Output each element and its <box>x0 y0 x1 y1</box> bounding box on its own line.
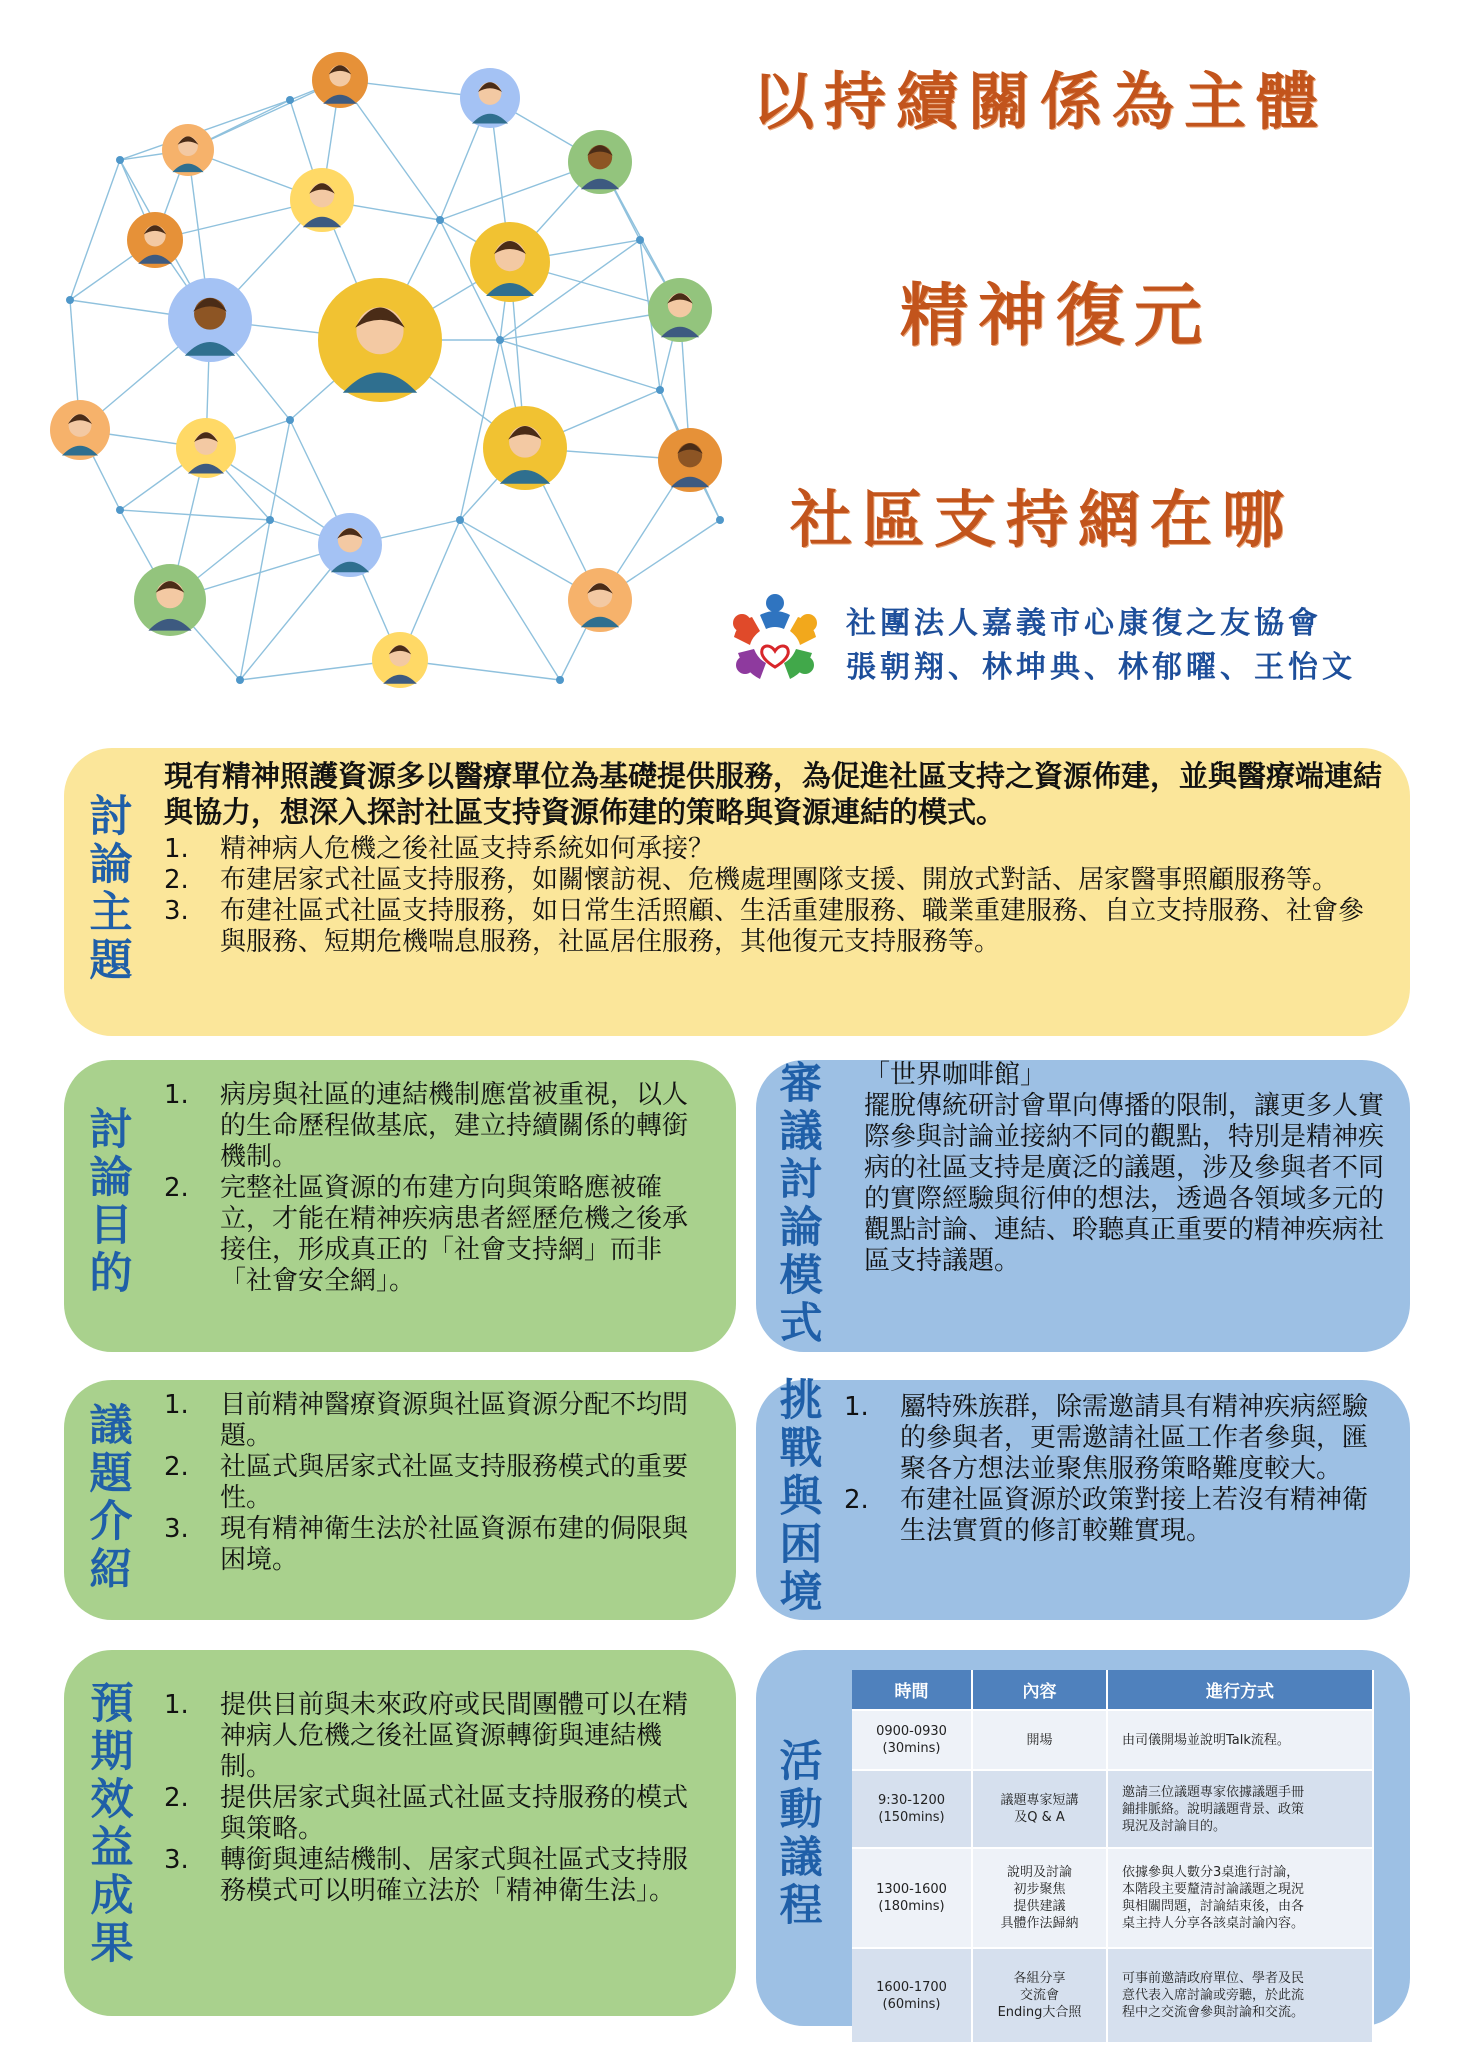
title-line-2: 精神復元 <box>900 276 1213 356</box>
outcomes-list <box>164 1690 710 1907</box>
network-node-icon <box>436 216 444 224</box>
list-item <box>164 1845 710 1907</box>
list-item-number: 2. <box>164 1173 189 1203</box>
agenda-cell-content <box>972 1710 1107 1770</box>
agenda-cell-line: 與相關問題，討論結束後，由各 <box>1122 1899 1305 1914</box>
list-item <box>844 1485 1380 1547</box>
network-node-icon <box>116 156 124 164</box>
network-node-icon <box>266 516 274 524</box>
agenda-row <box>852 1710 1373 1770</box>
label-char: 題 <box>89 1449 133 1499</box>
agenda-cell-line: 程中之交流會參與討論和交流。 <box>1122 2005 1305 2020</box>
agenda-cell-time <box>852 1948 972 2042</box>
agenda-cell-line: 邀請三位議題專家依據議題手冊 <box>1122 1784 1305 1800</box>
agenda-header-row <box>852 1670 1373 1710</box>
list-item-text: 社區式與居家式社區支持服務模式的重要性。 <box>220 1452 689 1513</box>
person-avatar-icon <box>470 222 550 302</box>
list-item-number: 1. <box>844 1392 869 1422</box>
person-avatar-icon <box>568 568 632 632</box>
list-item <box>164 865 1384 896</box>
person-avatar-icon <box>318 278 442 402</box>
label-char: 議 <box>89 1401 133 1451</box>
list-item <box>164 834 1384 865</box>
topic-label <box>86 793 136 985</box>
person-avatar-icon <box>568 130 632 194</box>
list-item <box>164 1690 710 1783</box>
person-avatar-icon <box>162 124 214 176</box>
agenda-label <box>776 1738 826 1930</box>
list-item <box>164 1514 710 1576</box>
topic-content <box>164 758 1384 958</box>
agenda-cell-line: 具體作法歸納 <box>1000 1916 1079 1931</box>
label-char: 動 <box>779 1785 823 1835</box>
label-char: 式 <box>779 1299 823 1349</box>
network-node-icon <box>286 416 294 424</box>
label-char: 挑 <box>779 1376 823 1426</box>
agenda-cell-line: 1600-1700 <box>876 1979 947 1995</box>
agenda-cell-line: Ending大合照 <box>997 2005 1082 2020</box>
person-avatar-icon <box>312 52 368 108</box>
person-avatar-icon <box>168 278 252 362</box>
label-char: 討 <box>89 792 133 842</box>
list-item-number: 1. <box>164 1690 189 1720</box>
agenda-cell-line: 各組分享 <box>1013 1971 1066 1986</box>
agenda-header-time: 時間 <box>852 1670 972 1710</box>
label-char: 程 <box>779 1881 823 1931</box>
agenda-cell-line: 初步聚焦 <box>1013 1882 1066 1897</box>
agenda-cell-line: 鋪排脈絡。說明議題背景、政策 <box>1122 1801 1305 1817</box>
label-char: 紹 <box>89 1545 133 1595</box>
network-node-icon <box>716 516 724 524</box>
title-line-3: 社區支持網在哪 <box>790 483 1295 556</box>
mode-label <box>776 1060 826 1348</box>
agenda-cell-line: 本階段主要釐清討論議題之現況 <box>1122 1882 1305 1897</box>
network-node-icon <box>556 676 564 684</box>
label-char: 活 <box>779 1737 823 1787</box>
label-char: 討 <box>779 1155 823 1205</box>
agenda-cell-content <box>972 1948 1107 2042</box>
challenges-content <box>844 1392 1380 1547</box>
topic-intro: 現有精神照護資源多以醫療單位為基礎提供服務，為促進社區支持之資源佈建，並與醫療端連結與協力，想深入探討社區支持資源佈建的策略與資源連結的模式。 <box>164 759 1383 829</box>
people-network-illustration <box>40 40 740 720</box>
issues-content <box>164 1390 710 1576</box>
mode-name: 「世界咖啡館」 <box>864 1060 1047 1090</box>
agenda-cell-line: 9:30-1200 <box>878 1793 945 1808</box>
agenda-cell-time <box>852 1770 972 1848</box>
agenda-row <box>852 1848 1373 1948</box>
network-node-icon <box>286 96 294 104</box>
agenda-body <box>852 1710 1373 2042</box>
agenda-cell-line: 交流會 <box>1019 1988 1059 2003</box>
list-item-number: 3. <box>164 1845 189 1875</box>
network-node-icon <box>116 506 124 514</box>
list-item <box>164 1080 710 1173</box>
label-char: 主 <box>89 888 133 938</box>
label-char: 果 <box>90 1919 134 1969</box>
topic-list <box>164 834 1384 958</box>
list-item-text: 轉銜與連結機制、居家式與社區式支持服務模式可以明確立法於「精神衛生法」。 <box>220 1845 689 1906</box>
list-item <box>164 1173 710 1297</box>
person-avatar-icon <box>372 632 428 688</box>
label-char: 討 <box>89 1105 133 1155</box>
label-char: 論 <box>779 1203 823 1253</box>
agenda-cell-line: 可事前邀請政府單位、學者及民 <box>1122 1971 1305 1986</box>
person-avatar-icon <box>134 564 206 636</box>
agenda-table <box>852 1670 1374 2042</box>
label-char: 議 <box>779 1833 823 1883</box>
agenda-cell-line: (30mins) <box>882 1741 941 1756</box>
outcomes-content <box>164 1690 710 1907</box>
label-char: 成 <box>90 1871 134 1921</box>
agenda-cell-content <box>972 1770 1107 1848</box>
agenda-header-content: 內容 <box>972 1670 1107 1710</box>
agenda-row <box>852 1948 1373 2042</box>
purpose-list <box>164 1080 710 1297</box>
list-item-number: 1. <box>164 1390 189 1420</box>
mode-content <box>864 1060 1394 1277</box>
list-item-text: 布建居家式社區支持服務，如關懷訪視、危機處理團隊支援、開放式對話、居家醫事照顧服務等。 <box>220 865 1339 895</box>
purpose-content <box>164 1080 710 1297</box>
list-item <box>164 896 1384 958</box>
list-item <box>164 1783 710 1845</box>
agenda-cell-method <box>1107 1710 1373 1770</box>
list-item-text: 布建社區式社區支持服務，如日常生活照顧、生活重建服務、職業重建服務、自立支持服務、社會參與服務、短期危機喘息服務，社區居住服務，其他復元支持服務等。 <box>220 896 1365 957</box>
label-char: 益 <box>90 1823 134 1873</box>
challenges-list <box>844 1392 1380 1547</box>
network-node-icon <box>496 336 504 344</box>
label-char: 論 <box>89 1153 133 1203</box>
network-node-icon <box>456 516 464 524</box>
agenda-row <box>852 1770 1373 1848</box>
label-char: 介 <box>89 1497 133 1547</box>
label-char: 審 <box>779 1059 823 1109</box>
label-char: 期 <box>90 1727 134 1777</box>
list-item <box>164 1390 710 1452</box>
list-item-text: 現有精神衛生法於社區資源布建的侷限與困境。 <box>220 1514 689 1575</box>
person-avatar-icon <box>50 400 110 460</box>
label-char: 目 <box>89 1201 133 1251</box>
label-char: 與 <box>779 1472 823 1522</box>
agenda-cell-line: 說明及討論 <box>1006 1865 1072 1880</box>
label-char: 戰 <box>779 1424 823 1474</box>
person-avatar-icon <box>460 68 520 128</box>
list-item-number: 1. <box>164 834 189 864</box>
network-node-icon <box>636 236 644 244</box>
list-item-text: 完整社區資源的布建方向與策略應被確立，才能在精神疾病患者經歷危機之後承接住，形成真正的「社會支持網」而非「社會安全網」。 <box>220 1173 689 1296</box>
list-item-text: 提供目前與未來政府或民間團體可以在精神病人危機之後社區資源轉銜與連結機制。 <box>220 1690 689 1782</box>
label-char: 效 <box>90 1775 134 1825</box>
list-item-text: 屬特殊族群，除需邀請具有精神疾病經驗的參與者，更需邀請社區工作者參與，匯聚各方想法並聚焦服務策略難度較大。 <box>900 1392 1369 1484</box>
list-item-number: 3. <box>164 1514 189 1544</box>
agenda-cell-line: 開場 <box>1026 1732 1053 1748</box>
label-char: 預 <box>90 1679 134 1729</box>
agenda-cell-line: 0900-0930 <box>876 1724 947 1739</box>
person-avatar-icon <box>483 406 567 490</box>
label-char: 題 <box>89 936 133 986</box>
agenda-cell-line: (180mins) <box>878 1899 945 1914</box>
agenda-cell-line: 現況及討論目的。 <box>1122 1818 1227 1834</box>
list-item-text: 精神病人危機之後社區支持系統如何承接？ <box>220 834 715 864</box>
list-item-number: 2. <box>164 1783 189 1813</box>
agenda-cell-line: 及Q & A <box>1014 1810 1065 1825</box>
agenda-cell-line: 1300-1600 <box>876 1882 947 1897</box>
label-char: 議 <box>779 1107 823 1157</box>
list-item-text: 目前精神醫療資源與社區資源分配不均問題。 <box>220 1390 689 1451</box>
mode-description: 擺脫傳統研討會單向傳播的限制，讓更多人實際參與討論並接納不同的觀點，特別是精神疾病的社區支持是廣泛的議題，涉及參與者不同的實際經驗與衍伸的想法，透過各領域多元的觀點討論、連結、聆聽真正重要的精神疾病社區支持議題。 <box>864 1091 1385 1276</box>
person-avatar-icon <box>318 513 382 577</box>
list-item-text: 布建社區資源於政策對接上若沒有精神衛生法實質的修訂較難實現。 <box>900 1485 1369 1546</box>
list-item-text: 提供居家式與社區式社區支持服務的模式與策略。 <box>220 1783 689 1844</box>
list-item-number: 2. <box>164 865 189 895</box>
agenda-cell-line: 意代表入席討論或旁聽，於此流 <box>1122 1988 1305 2003</box>
agenda-cell-line: (150mins) <box>878 1810 945 1825</box>
person-avatar-icon <box>290 168 354 232</box>
agenda-cell-method <box>1107 1770 1373 1848</box>
title-line-1: 以持續關係為主體 <box>752 65 1329 138</box>
network-node-icon <box>656 386 664 394</box>
person-avatar-icon <box>127 212 183 268</box>
network-node-icon <box>66 296 74 304</box>
person-avatar-icon <box>176 418 236 478</box>
agenda-cell-method <box>1107 1848 1373 1948</box>
agenda-header-method: 進行方式 <box>1107 1670 1373 1710</box>
agenda-cell-line: 桌主持人分享各該桌討論內容。 <box>1122 1916 1305 1931</box>
challenges-label <box>776 1377 826 1617</box>
agenda-cell-content <box>972 1848 1107 1948</box>
agenda-cell-line: 依據參與人數分3桌進行討論， <box>1122 1865 1300 1880</box>
issues-list <box>164 1390 710 1576</box>
outcomes-label <box>84 1680 140 1968</box>
list-item-number: 3. <box>164 896 189 926</box>
list-item-number: 2. <box>844 1485 869 1515</box>
list-item-text: 病房與社區的連結機制應當被重視，以人的生命歷程做基底，建立持續關係的轉銜機制。 <box>220 1080 689 1172</box>
purpose-label <box>86 1106 136 1298</box>
agenda-cell-line: 提供建議 <box>1013 1899 1066 1914</box>
list-item <box>844 1392 1380 1485</box>
agenda-cell-line: (60mins) <box>882 1996 941 2012</box>
agenda-cell-line: 由司儀開場並說明Talk流程。 <box>1122 1732 1290 1748</box>
label-char: 論 <box>89 840 133 890</box>
label-char: 境 <box>779 1568 823 1618</box>
association-logo-icon <box>720 585 830 695</box>
person-avatar-icon <box>658 428 722 492</box>
person-avatar-icon <box>648 278 712 342</box>
agenda-cell-method <box>1107 1948 1373 2042</box>
author-list: 張朝翔、林坤典、林郁曜、王怡文 <box>846 650 1356 685</box>
label-char: 困 <box>779 1520 823 1570</box>
label-char: 模 <box>779 1251 823 1301</box>
issues-label <box>86 1402 136 1594</box>
list-item <box>164 1452 710 1514</box>
list-item-number: 2. <box>164 1452 189 1482</box>
agenda-cell-time <box>852 1710 972 1770</box>
organization-name: 社團法人嘉義市心康復之友協會 <box>846 606 1322 641</box>
label-char: 的 <box>89 1249 133 1299</box>
agenda-cell-time <box>852 1848 972 1948</box>
list-item-number: 1. <box>164 1080 189 1110</box>
agenda-cell-line: 議題專家短講 <box>1000 1793 1079 1808</box>
network-node-icon <box>236 676 244 684</box>
